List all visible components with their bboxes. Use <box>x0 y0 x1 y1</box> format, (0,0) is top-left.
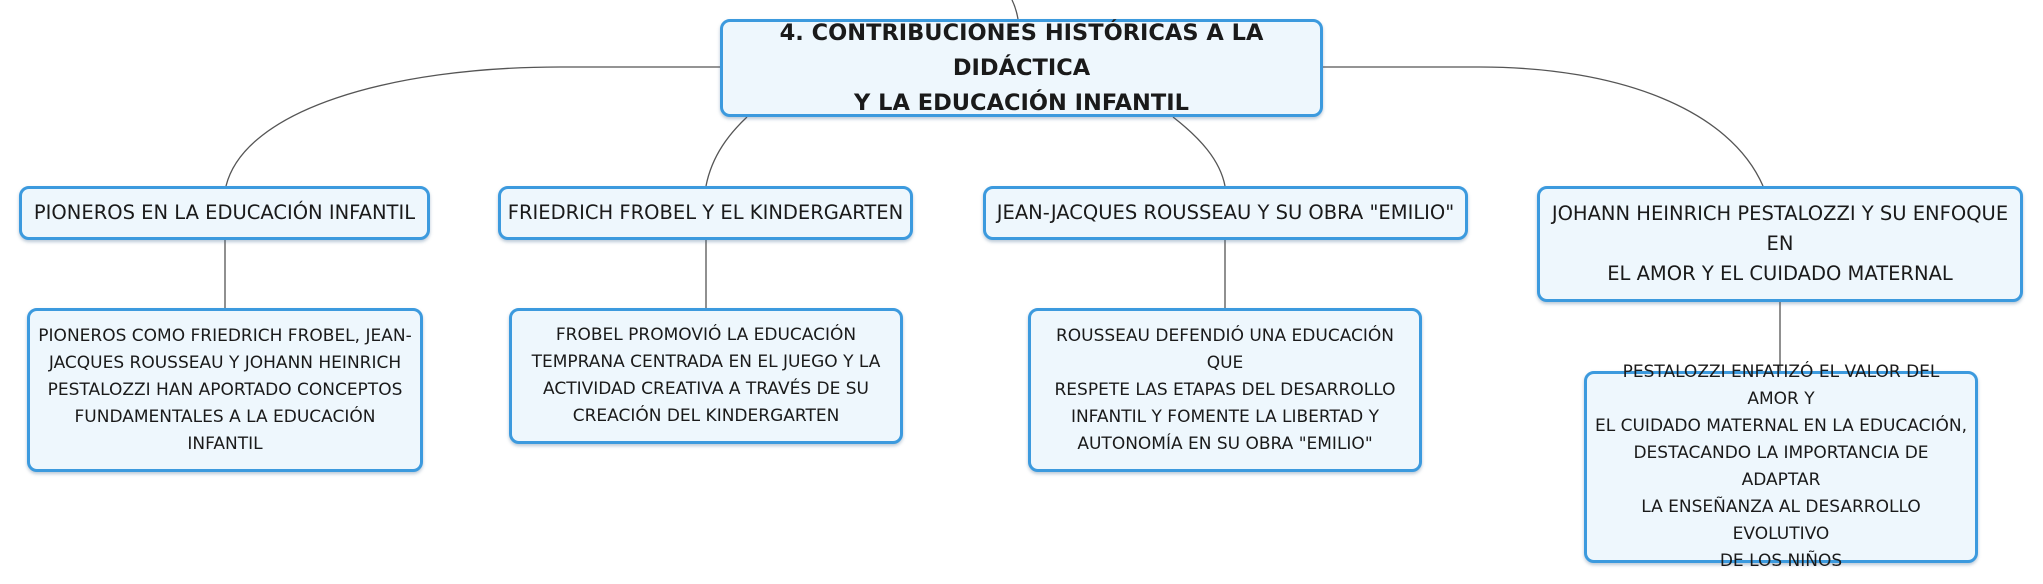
detail-line: TEMPRANA CENTRADA EN EL JUEGO Y LA <box>531 352 881 372</box>
topic-label: FRIEDRICH FROBEL Y EL KINDERGARTEN <box>507 201 904 224</box>
detail-line: INFANTIL Y FOMENTE LA LIBERTAD Y <box>1070 406 1380 427</box>
topic-label: PIONEROS EN LA EDUCACIÓN INFANTIL <box>33 201 416 224</box>
connector-root-topic-1 <box>226 67 722 186</box>
topic-node-frobel[interactable] <box>498 186 913 240</box>
topic-node-pestalozzi[interactable] <box>1537 186 2023 302</box>
detail-line: DE LOS NIÑOS <box>1719 551 1843 571</box>
detail-node-frobel[interactable] <box>509 308 903 444</box>
detail-line: PIONEROS COMO FRIEDRICH FROBEL, JEAN- <box>38 325 412 346</box>
detail-node-pestalozzi[interactable] <box>1584 362 1978 571</box>
detail-line: LA ENSEÑANZA AL DESARROLLO EVOLUTIVO <box>1641 497 1921 544</box>
topic-label-line-1: JOHANN HEINRICH PESTALOZZI Y SU ENFOQUE EN <box>1551 202 2009 255</box>
connector-root-topic-3 <box>1173 117 1225 186</box>
detail-line: PESTALOZZI ENFATIZÓ EL VALOR DEL AMOR Y <box>1622 362 1940 409</box>
topic-label: JEAN-JACQUES ROUSSEAU Y SU OBRA "EMILIO" <box>996 201 1455 224</box>
detail-line: CREACIÓN DEL KINDERGARTEN <box>572 406 840 426</box>
root-node[interactable] <box>720 19 1323 117</box>
detail-line: AUTONOMÍA EN SU OBRA "EMILIO" <box>1077 433 1373 454</box>
detail-line: EL CUIDADO MATERNAL EN LA EDUCACIÓN, <box>1595 416 1967 436</box>
connector-root-topic-2 <box>706 117 747 186</box>
topic-node-rousseau[interactable] <box>983 186 1468 240</box>
detail-line: DESTACANDO LA IMPORTANCIA DE ADAPTAR <box>1633 443 1929 490</box>
detail-line: ACTIVIDAD CREATIVA A TRAVÉS DE SU <box>543 379 869 399</box>
detail-line: FUNDAMENTALES A LA EDUCACIÓN INFANTIL <box>74 406 376 454</box>
detail-line: PESTALOZZI HAN APORTADO CONCEPTOS <box>47 379 403 400</box>
detail-line: RESPETE LAS ETAPAS DEL DESARROLLO <box>1054 379 1396 400</box>
topic-node-pioneros[interactable] <box>19 186 430 240</box>
root-title-line-2: Y LA EDUCACIÓN INFANTIL <box>854 89 1189 116</box>
detail-line: ROUSSEAU DEFENDIÓ UNA EDUCACIÓN QUE <box>1055 325 1395 373</box>
detail-line: FROBEL PROMOVIÓ LA EDUCACIÓN <box>555 325 857 345</box>
connector-root-topic-4 <box>1320 67 1763 186</box>
topic-label-line-2: EL AMOR Y EL CUIDADO MATERNAL <box>1607 262 1953 285</box>
detail-line: JACQUES ROUSSEAU Y JOHANN HEINRICH <box>48 352 402 373</box>
detail-node-pioneros[interactable] <box>27 308 423 472</box>
root-title-line-1: 4. CONTRIBUCIONES HISTÓRICAS A LA DIDÁCTICA <box>779 19 1264 81</box>
detail-node-rousseau[interactable] <box>1028 308 1422 472</box>
